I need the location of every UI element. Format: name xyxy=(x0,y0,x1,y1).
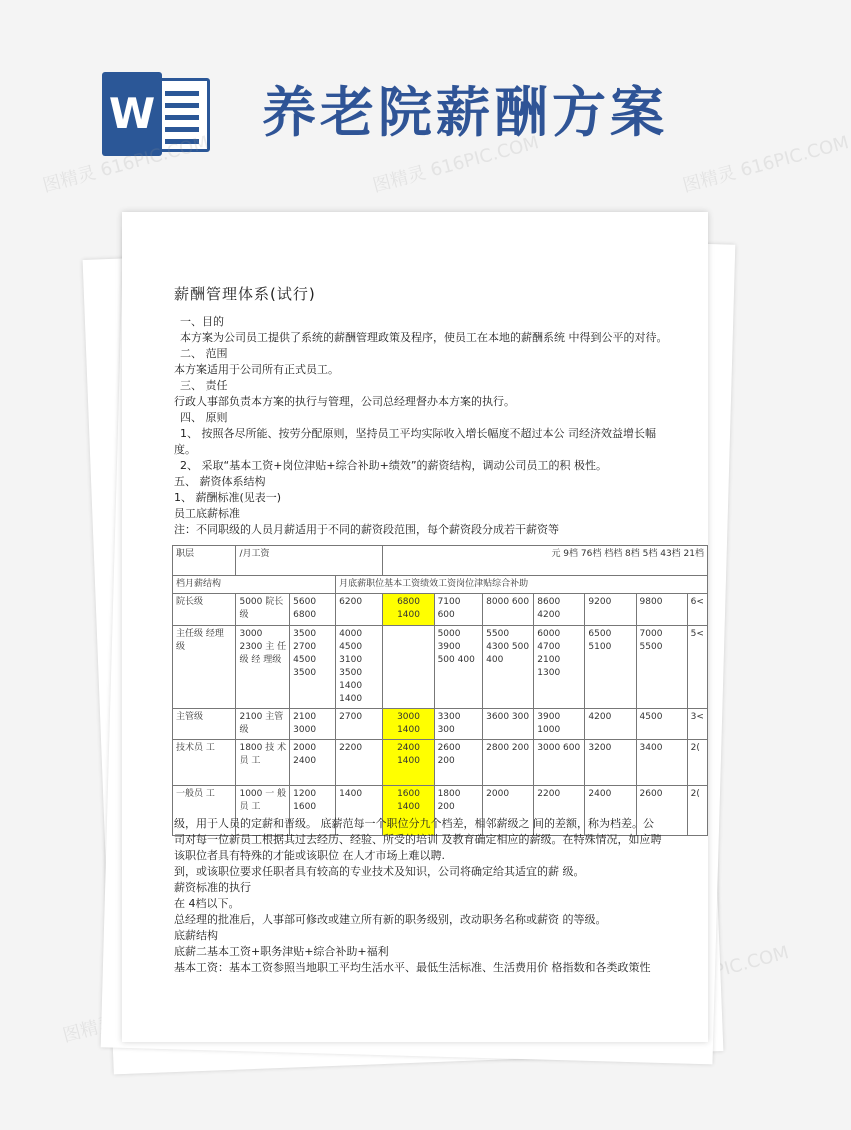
section-structure-title: 五、 薪资体系结构 xyxy=(174,475,266,488)
table-cell: 2200 xyxy=(336,740,383,786)
paragraph: 员工底薪标准 xyxy=(174,507,240,520)
table-row xyxy=(173,709,708,740)
table-cell: 2400 xyxy=(585,786,636,836)
salary-table xyxy=(172,545,708,836)
table-cell: 4500 xyxy=(636,709,687,740)
paragraph: 行政人事部负责本方案的执行与管理，公司总经理督办本方案的执行。 xyxy=(174,395,515,408)
table-header-cell: 档月薪结构 xyxy=(173,576,336,594)
table-cell: 1400 xyxy=(336,786,383,836)
table-cell: 2000 2400 xyxy=(290,740,336,786)
paragraph: 注：不同职级的人员月薪适用于不同的薪资段范围，每个薪资段分成若干薪资等 xyxy=(174,523,559,536)
table-cell: 3200 xyxy=(585,740,636,786)
table-cell: 3< xyxy=(687,709,707,740)
table-cell: 4000 4500 3100 3500 1400 1400 xyxy=(336,626,383,709)
paragraph: 总经理的批准后，人事部可修改或建立所有新的职务级别，改动职务名称或薪资 的等级。 xyxy=(174,913,607,926)
table-header-row xyxy=(173,576,708,594)
table-cell: 2400 1400 xyxy=(383,740,434,786)
table-cell: 5000 3900 500 400 xyxy=(434,626,483,709)
table-cell: 2200 xyxy=(534,786,585,836)
table-cell: 1800 200 xyxy=(434,786,483,836)
paragraph: 该职位者具有特殊的才能或该职位 在人才市场上难以聘. xyxy=(174,849,445,862)
watermark: 图精灵 616PIC.COM xyxy=(370,132,542,197)
table-cell: 6800 1400 xyxy=(383,594,434,626)
table-cell: 主任级 经理级 xyxy=(173,626,236,709)
section-responsibility-title: 三、 责任 xyxy=(180,379,228,392)
table-cell: 7000 5500 xyxy=(636,626,687,709)
table-cell: 一般员 工 xyxy=(173,786,236,836)
paragraph: 1、 按照各尽所能、按劳分配原则，坚持员工平均实际收入增长幅度不超过本公 司经济效益增长幅 xyxy=(180,427,656,440)
paragraph: 在 4档以下。 xyxy=(174,897,240,910)
table-cell: 1000 一 般员 工 xyxy=(236,786,290,836)
table-cell: 5600 6800 xyxy=(290,594,336,626)
table-cell xyxy=(383,626,434,709)
section-principle-title: 四、 原则 xyxy=(180,411,228,424)
table-cell: 2600 xyxy=(636,786,687,836)
paragraph: 薪资标准的执行 xyxy=(174,881,251,894)
table-row xyxy=(173,594,708,626)
word-logo-letter: W xyxy=(102,72,162,156)
paragraph: 本方案为公司员工提供了系统的薪酬管理政策及程序，使员工在本地的薪酬系统 中得到公平的对待。 xyxy=(180,331,668,344)
table-cell: 3000 2300 主 任级 经 理级 xyxy=(236,626,290,709)
table-cell: 2800 200 xyxy=(483,740,534,786)
watermark: 图精灵 xyxy=(60,1012,119,1047)
table-cell: 3400 xyxy=(636,740,687,786)
table-cell: 6000 4700 2100 1300 xyxy=(534,626,585,709)
paragraph: 基本工资：基本工资参照当地职工平均生活水平、最低生活标准、生活费用价 格指数和各类政策性 xyxy=(174,961,651,974)
table-cell: 9800 xyxy=(636,594,687,626)
table-cell: 2( xyxy=(687,740,707,786)
document-body-continued xyxy=(174,816,714,976)
table-cell: 3000 1400 xyxy=(383,709,434,740)
table-cell: 2000 xyxy=(483,786,534,836)
table-cell: 7100 600 xyxy=(434,594,483,626)
paragraph: 到，或该职位要求任职者具有较高的专业技术及知识，公司将确定给其适宜的薪 级。 xyxy=(174,865,585,878)
watermark: 图精灵 616PIC.COM xyxy=(680,132,851,197)
section-purpose-title: 一、目的 xyxy=(180,315,224,328)
word-icon xyxy=(102,72,212,156)
page-title: 养老院薪酬方案 xyxy=(262,80,668,144)
table-cell: 技术员 工 xyxy=(173,740,236,786)
table-cell: 6< xyxy=(687,594,707,626)
document-heading: 薪酬管理体系(试行) xyxy=(174,285,316,303)
table-cell: 1600 1400 xyxy=(383,786,434,836)
table-header-row xyxy=(173,546,708,576)
table-row xyxy=(173,740,708,786)
table-cell: 主管级 xyxy=(173,709,236,740)
table-cell: 2100 3000 xyxy=(290,709,336,740)
table-cell: 1800 技 术员 工 xyxy=(236,740,290,786)
table-cell: 5500 4300 500 400 xyxy=(483,626,534,709)
table-header-cell: 月底薪职位基本工资绩效工资岗位津贴综合补助 xyxy=(336,576,708,594)
table-cell: 1200 1600 xyxy=(290,786,336,836)
table-cell: 9200 xyxy=(585,594,636,626)
table-cell: 5< xyxy=(687,626,707,709)
paragraph: 底薪二基本工资+职务津贴+综合补助+福利 xyxy=(174,945,389,958)
table-cell: 2100 主管级 xyxy=(236,709,290,740)
table-cell: 4200 xyxy=(585,709,636,740)
table-cell: 2600 200 xyxy=(434,740,483,786)
table-cell: 8000 600 xyxy=(483,594,534,626)
table-cell: 3600 300 xyxy=(483,709,534,740)
table-cell: 6500 5100 xyxy=(585,626,636,709)
paragraph: 底薪结构 xyxy=(174,929,218,942)
paragraph: 本方案适用于公司所有正式员工。 xyxy=(174,363,339,376)
paragraph: 度。 xyxy=(174,443,196,456)
header-banner xyxy=(0,0,800,210)
table-cell: 3000 600 xyxy=(534,740,585,786)
document-body xyxy=(174,286,710,538)
table-row xyxy=(173,626,708,709)
watermark: 616PIC.COM xyxy=(678,942,792,992)
watermark: 图精灵 616PIC.COM xyxy=(40,132,212,197)
paragraph: 2、 采取“基本工资+岗位津贴+综合补助+绩效”的薪资结构，调动公司员工的积 极性。 xyxy=(180,459,608,472)
table-cell: 3900 1000 xyxy=(534,709,585,740)
table-cell: 院长级 xyxy=(173,594,236,626)
table-header-cell: 元 9档 76档 档档 8档 5档 43档 21档 xyxy=(383,546,708,576)
table-cell: 3500 2700 4500 3500 xyxy=(290,626,336,709)
paragraph: 司对每一位新员工根据其过去经历、经验、所受的培训 及教育确定相应的薪级。在特殊情况，如应聘 xyxy=(174,833,662,846)
table-cell: 8600 4200 xyxy=(534,594,585,626)
table-header-cell: /月工资 xyxy=(236,546,383,576)
paragraph: 级，用于人员的定薪和晋级。 底薪范每一个职位分九个档差，相邻薪级之 间的差额，称为档差。公 xyxy=(174,817,654,830)
table-cell: 3300 300 xyxy=(434,709,483,740)
table-cell: 5000 院长级 xyxy=(236,594,290,626)
table-cell: 2700 xyxy=(336,709,383,740)
document-page xyxy=(122,212,708,1042)
table-cell: 2( xyxy=(687,786,707,836)
table-cell: 6200 xyxy=(336,594,383,626)
paragraph: 1、 薪酬标准(见表一) xyxy=(174,491,282,504)
table-header-cell: 职层 xyxy=(173,546,236,576)
section-scope-title: 二、 范围 xyxy=(180,347,228,360)
